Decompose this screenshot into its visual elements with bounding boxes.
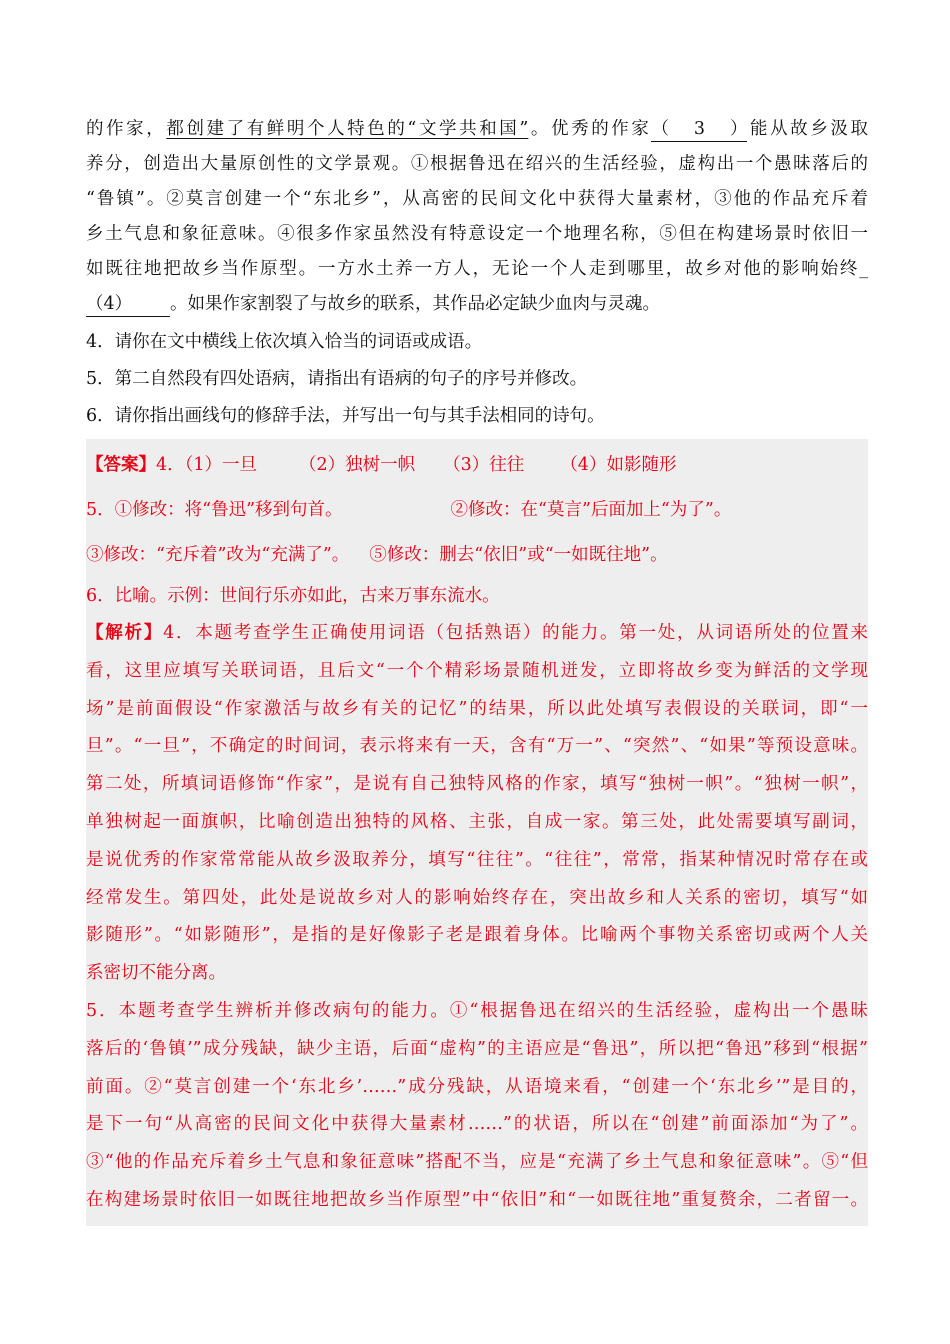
analysis-line: 旦”。“一旦”，不确定的时间词，表示将来有一天，含有“万一”、“突然”、“如果”等预设意味。 (86, 736, 868, 757)
analysis-line: 落后的‘鲁镇’”成分残缺，缺少主语，后面“虚构”的主语应是“鲁迅”，所以把“鲁迅”移到“根据” (86, 1038, 868, 1059)
analysis-line: 场”是前面假设“作家激活与故乡有关的记忆”的结果，所以此处填写表假设的关联词，即“一 (86, 698, 868, 719)
fill-blank-4: （4） (86, 292, 170, 317)
analysis-text: 4．本题考查学生正确使用词语（包括熟语）的能力。第一处，从词语所处的位置来 (163, 623, 868, 643)
answer-line-6: 6．比喻。示例：世间行乐亦如此，古来万事东流水。 (86, 586, 500, 606)
question-4: 4．请你在文中横线上依次填入恰当的词语或成语。 (86, 332, 483, 352)
analysis-line: 经常发生。第四处，此处是说故乡对人的影响始终存在，突出故乡和人关系的密切，填写“如 (86, 887, 868, 908)
passage-line (86, 287, 868, 322)
analysis-line: 在构建场景时依旧一如既往地把故乡当作原型”中“依旧”和“一如既往地”重复赘余，二者留一。 (86, 1189, 868, 1210)
answer-text: （1）一旦 (184, 455, 258, 475)
analysis-line: 单独树起一面旗帜，比喻创造出独特的风格、主张，自成一家。第三处，此处需要填写副词， (86, 811, 868, 832)
answer-line-4 (86, 443, 868, 488)
analysis-p1 (86, 615, 868, 993)
answer-text: （3）往往 (443, 455, 525, 475)
passage-text: 的作家， (86, 119, 167, 139)
answer-text: （2）独树一帜 (299, 455, 416, 475)
answer-text: 5．①修改：将“鲁迅”移到句首。 (86, 500, 343, 520)
passage-text: 能从故乡汲取 (747, 119, 868, 139)
answer-text: 4． (156, 455, 185, 475)
analysis-tag: 【解析】 (86, 623, 164, 643)
analysis-line: 前面。②“莫言创建一个‘东北乡’……”成分残缺，从语境来看，“创建一个‘东北乡’”是目的， (86, 1076, 868, 1097)
answer-line-5a (86, 488, 868, 533)
analysis-line: 是下一句“从高密的民间文化中获得大量素材……”的状语，所以在“创建”前面添加“为了”。 (86, 1114, 868, 1135)
question-6: 6．请你指出画线句的修辞手法，并写出一句与其手法相同的诗句。 (86, 406, 605, 426)
passage-text: 乡土气息和象征意味。④很多作家虽然没有特意设定一个地理名称，⑤但在构建场景时依旧一 (86, 224, 868, 244)
passage-text: 。如果作家割裂了与故乡的联系，其作品必定缺少血肉与灵魂。 (170, 294, 660, 314)
analysis-line: 5．本题考查学生辨析并修改病句的能力。①“根据鲁迅在绍兴的生活经验，虚构出一个愚昧 (86, 1000, 868, 1021)
passage-text: “鲁镇”。②莫言创建一个“东北乡”，从高密的民间文化中获得大量素材，③他的作品充斥着 (86, 189, 868, 209)
analysis-line: ③“他的作品充斥着乡土气息和象征意味”搭配不当，应是“充满了乡土气息和象征意味”。⑤“但 (86, 1152, 868, 1173)
passage-text: 。优秀的作家 (528, 119, 652, 139)
passage-line (86, 112, 868, 147)
analysis-line: 系密切不能分离。 (86, 963, 226, 984)
answer-text: ⑤修改：删去“依旧”或“一如既往地”。 (369, 545, 668, 565)
passage-text: 养分，创造出大量原创性的文学景观。①根据鲁迅在绍兴的生活经验，虚构出一个愚昧落后的 (86, 154, 868, 174)
analysis-line (86, 615, 868, 653)
passage-line (86, 217, 868, 252)
underlined-sentence: 都创建了有鲜明个人特色的“文学共和国” (166, 119, 529, 139)
passage (86, 112, 868, 322)
passage-line (86, 147, 868, 182)
questions (86, 324, 868, 435)
answer-line-5b (86, 533, 868, 578)
passage-line (86, 252, 868, 287)
question-5: 5．第二自然段有四处语病，请指出有语病的句子的序号并修改。 (86, 369, 588, 389)
passage-text: 如既往地把故乡当作原型。一方水土养一方人，无论一个人走到哪里，故乡对他的影响始终_ (86, 259, 868, 279)
answer-box (86, 439, 868, 1226)
analysis-line: 第二处，所填词语修饰“作家”，是说有自己独特风格的作家，填写“独树一帜”。“独树一帜”， (86, 774, 868, 795)
analysis-line: 影随形”。“如影随形”，是指的是好像影子老是跟着身体。比喻两个事物关系密切或两个人关 (86, 925, 868, 946)
document-page (86, 112, 868, 1226)
passage-line (86, 182, 868, 217)
analysis-p2 (86, 993, 868, 1220)
answer-tag: 【答案】 (86, 455, 156, 475)
analysis-line: 是说优秀的作家常常能从故乡汲取养分，填写“往往”。“往往”，常常，指某种情况时常存在或 (86, 849, 868, 870)
answer-text: ③修改：“充斥着”改为“充满了”。 (86, 545, 350, 565)
answer-text: ②修改：在“莫言”后面加上“为了”。 (450, 500, 732, 520)
answer-text: （4）如影随形 (560, 455, 677, 475)
analysis-line: 看，这里应填写关联词语，且后文“一个个精彩场景随机迸发，立即将故乡变为鲜活的文学现 (86, 660, 868, 681)
fill-blank-3: （3） (651, 117, 747, 142)
